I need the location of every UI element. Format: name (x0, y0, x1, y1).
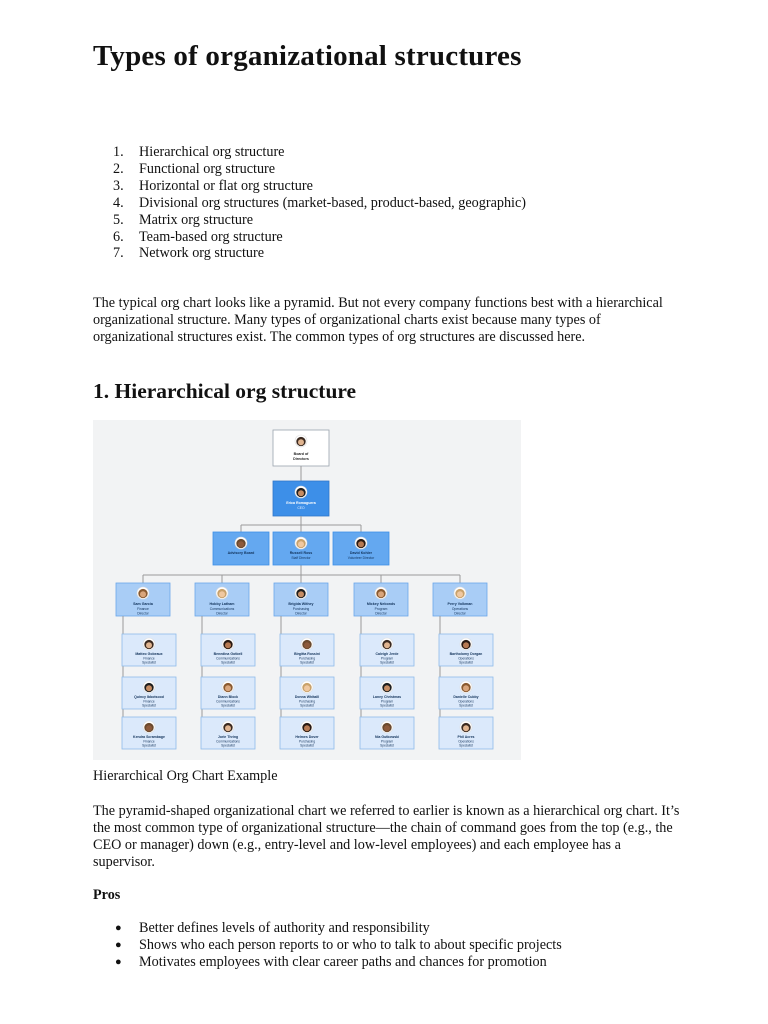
report-role-label: Operations (458, 739, 474, 744)
report-role-label: Specialist (380, 660, 394, 665)
avatar-face (384, 725, 390, 731)
list-item (93, 229, 526, 246)
list-item-text: Network org structure (139, 245, 265, 262)
report-role-label: Specialist (300, 660, 314, 665)
report-name-label: Nia Gutkowski (374, 735, 400, 739)
avatar-face (304, 642, 310, 648)
page-title: Types of organizational structures (93, 40, 522, 72)
list-item-text: Functional org structure (139, 160, 276, 177)
pros-item (93, 954, 562, 971)
second-row-name-label: Russell Ross (289, 551, 313, 555)
director-name-label: Hobby Latham (209, 602, 235, 606)
director-role-label: Purchasing (292, 607, 310, 611)
pros-item-text: Shows who each person reports to or who to talk to about specific projects (139, 936, 562, 953)
pros-item (93, 920, 562, 937)
director-role-label: Director (375, 611, 387, 616)
list-item (93, 178, 526, 195)
list-number: 3. (113, 177, 124, 194)
avatar-face (298, 490, 304, 496)
report-role-label: Finance (143, 739, 155, 744)
report-role-label: Specialist (459, 703, 473, 708)
list-item-text: Horizontal or flat org structure (139, 177, 313, 194)
report-name-label: Birgitta Rossini (294, 652, 320, 656)
avatar-face (463, 685, 469, 691)
report-role-label: Communications (216, 739, 240, 744)
report-name-label: Benedina Gotbell (213, 652, 243, 656)
board-name-label: Directors (293, 457, 309, 461)
report-role-label: Specialist (380, 703, 394, 708)
report-name-label: Diann Block (217, 695, 239, 699)
report-role-label: Purchasing (299, 699, 315, 704)
avatar-face (298, 439, 304, 445)
second-row-name-label: David Kohler (349, 551, 373, 555)
list-item (93, 144, 526, 161)
avatar-face (358, 541, 364, 547)
list-item-text: Team-based org structure (139, 228, 283, 245)
bullet-icon: ● (115, 955, 122, 968)
report-role-label: Specialist (221, 660, 235, 665)
second-row-role-label: Volunteer Director (347, 556, 375, 560)
avatar-face (225, 642, 231, 648)
report-role-label: Specialist (380, 743, 394, 748)
report-name-label: Quincy Ibbotsood (134, 695, 164, 699)
report-role-label: Specialist (142, 743, 156, 748)
director-name-label: Sam Garcia (133, 602, 153, 606)
report-role-label: Program (380, 739, 394, 744)
report-name-label: Laney Christmas (372, 695, 402, 699)
report-role-label: Specialist (142, 703, 156, 708)
list-item (93, 195, 526, 212)
avatar-face (378, 591, 384, 597)
report-name-label: Caleigh Jerde (375, 652, 399, 656)
section-heading-hierarchical: 1. Hierarchical org structure (93, 379, 357, 403)
report-role-label: Operations (458, 656, 474, 661)
report-role-label: Specialist (221, 743, 235, 748)
director-role-label: Director (454, 611, 466, 616)
report-role-label: Finance (143, 656, 155, 661)
avatar-face (304, 685, 310, 691)
avatar-face (238, 541, 244, 547)
report-role-label: Purchasing (299, 739, 315, 744)
list-item-text: Matrix org structure (139, 211, 253, 228)
avatar-face (304, 725, 310, 731)
figure-caption: Hierarchical Org Chart Example (93, 768, 278, 784)
second-row-role-label: Staff Director (291, 556, 311, 560)
avatar-face (146, 725, 152, 731)
report-name-label: Helmes Dover (295, 735, 319, 739)
pros-item-text: Motivates employees with clear career paths and chances for promotion (139, 953, 547, 970)
director-role-label: Director (137, 611, 149, 616)
report-role-label: Program (380, 699, 394, 704)
list-item (93, 212, 526, 229)
director-role-label: Program (374, 607, 388, 611)
report-name-label: Donna Whitaill (294, 695, 320, 699)
director-name-label: Perry Volkman (447, 602, 473, 606)
report-name-label: Kendra Scrambage (133, 735, 165, 739)
bullet-icon: ● (115, 922, 122, 934)
second-row-name-label: Advisory Board (227, 551, 255, 555)
avatar-face (384, 685, 390, 691)
avatar-face (225, 685, 231, 691)
report-role-label: Operations (458, 699, 474, 704)
director-role-label: Communications (209, 607, 235, 611)
director-role-label: Director (295, 611, 307, 616)
avatar-face (463, 642, 469, 648)
list-number: 4. (113, 194, 124, 211)
pros-list (93, 920, 562, 971)
report-role-label: Purchasing (299, 656, 315, 661)
avatar-face (463, 725, 469, 731)
report-role-label: Program (380, 656, 394, 661)
director-name-label: Mickey Nebonds (366, 602, 396, 606)
avatar-face (384, 642, 390, 648)
list-number: 2. (113, 160, 124, 177)
report-name-label: Danielle Cubby (453, 695, 479, 699)
org-chart-svg (93, 420, 521, 760)
types-list (93, 144, 526, 262)
ceo-name-label: Erica Romaguera (286, 501, 316, 505)
report-role-label: Finance (143, 699, 155, 704)
avatar-face (140, 591, 146, 597)
list-item (93, 245, 526, 262)
report-name-label: Matteo Gobeaux (135, 652, 163, 656)
director-role-label: Finance (137, 607, 149, 611)
list-number: 5. (113, 211, 124, 228)
report-role-label: Specialist (300, 703, 314, 708)
pros-item (93, 937, 562, 954)
intro-paragraph: The typical org chart looks like a pyramid. But not every company functions best with a hierarchical organizational structure. Many types of organizational charts exist because many types of organizational structures exist. The common types of org structures are discussed here. (93, 295, 663, 345)
pros-item-text: Better defines levels of authority and responsibility (139, 920, 430, 936)
list-item-text: Divisional org structures (market-based, product-based, geographic) (139, 194, 527, 211)
list-item (93, 161, 526, 178)
report-name-label: Bartholomy Dorgan (449, 652, 483, 656)
report-role-label: Specialist (142, 660, 156, 665)
avatar-face (146, 685, 152, 691)
avatar-face (457, 591, 463, 597)
report-role-label: Communications (216, 656, 240, 661)
report-role-label: Specialist (459, 743, 473, 748)
list-item-text: Hierarchical org structure (139, 144, 285, 160)
avatar-face (219, 591, 225, 597)
report-name-label: Phil Acres (457, 735, 475, 739)
list-number: 7. (113, 245, 124, 262)
report-role-label: Specialist (221, 703, 235, 708)
avatar-face (225, 725, 231, 731)
report-role-label: Communications (216, 699, 240, 704)
bullet-icon: ● (115, 938, 122, 951)
director-name-label: Brigida Withey (288, 602, 314, 606)
report-role-label: Specialist (300, 743, 314, 748)
avatar-face (298, 591, 304, 597)
avatar-face (298, 541, 304, 547)
director-role-label: Director (216, 611, 228, 616)
report-role-label: Specialist (459, 660, 473, 665)
director-role-label: Operations (451, 607, 469, 611)
org-chart-image (93, 420, 521, 760)
pros-heading: Pros (93, 887, 121, 903)
ceo-role-label: CEO (297, 506, 305, 510)
list-number: 1. (113, 144, 124, 160)
board-name-label: Board of (293, 452, 309, 456)
avatar-face (146, 642, 152, 648)
report-name-label: Jorie Thring (217, 735, 239, 739)
list-number: 6. (113, 228, 124, 245)
description-paragraph: The pyramid-shaped organizational chart we referred to earlier is known as a hierarchical org chart. It’s the most common type of organizational structure—the chain of command goes from the top (e.g., the CEO or manager) down (e.g., entry-level and low-level employees) and each employee has a supervisor. (93, 803, 680, 870)
